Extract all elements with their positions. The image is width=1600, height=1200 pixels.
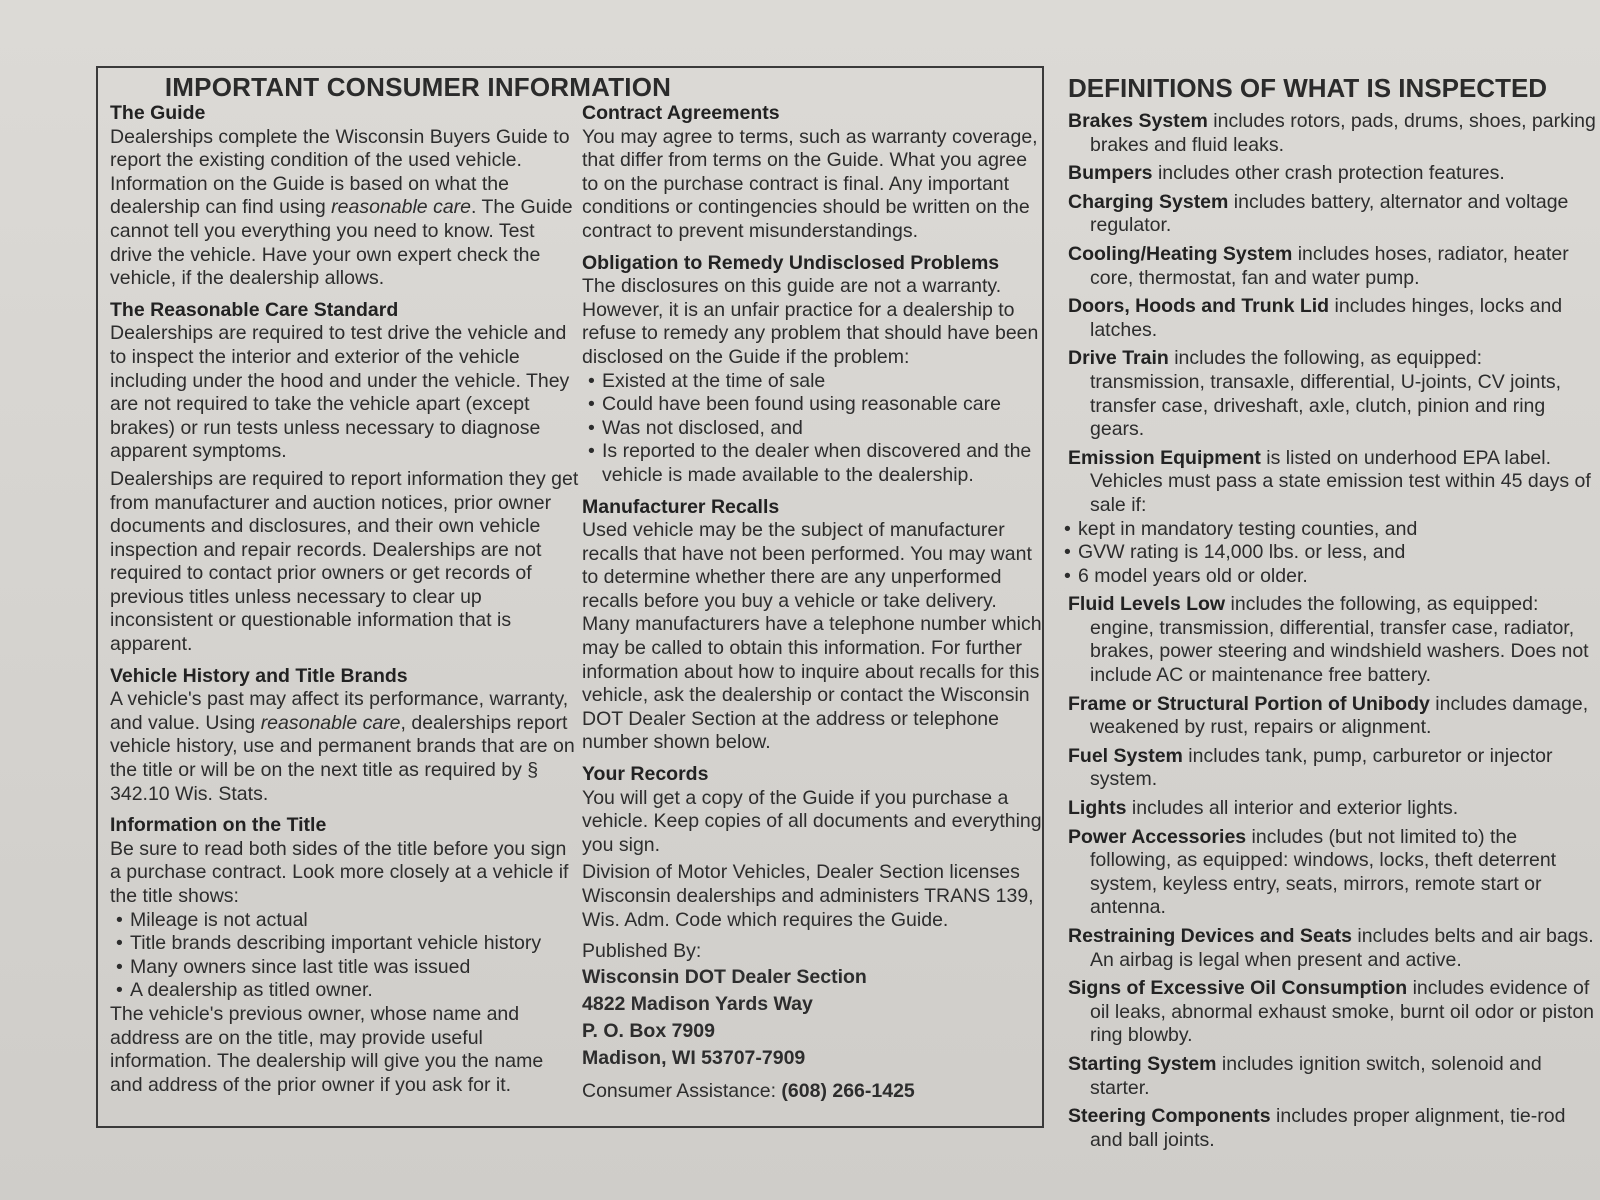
section-heading: Your Records <box>582 763 709 786</box>
definition-item: Cooling/Heating System includes hoses, radiator, heater core, thermostat, fan and water pump. <box>1068 242 1569 289</box>
list-item: • 6 model years old or older. <box>1100 565 1598 589</box>
published-by-label: Published By: <box>582 940 702 963</box>
middle-column <box>582 102 1042 1103</box>
list-item: • Title brands describing important vehicle history <box>130 932 580 956</box>
section-paragraph: Used vehicle may be the subject of manufacturer recalls that have not been performed. You may want to determine whether there are any unperformed recalls before you buy a vehicle or take delivery. Many manufacturers have a telephone number which may be called to obtain this information. For further information about how to inquire about recalls for this vehicle, ask the dealership or contact the Wisconsin DOT Dealer Section at the address or telephone number shown below. <box>582 519 1042 754</box>
definition-item: Frame or Structural Portion of Unibody includes damage, weakened by rust, repairs or alignment. <box>1068 692 1589 739</box>
definition-item: Lights includes all interior and exterior lights. <box>1068 797 1459 820</box>
bullet-list <box>582 370 1042 488</box>
section-heading: The Reasonable Care Standard <box>110 298 399 321</box>
section-paragraph: The vehicle's previous owner, whose name and address are on the title, may provide useful information. The dealership will give you the name and address of the prior owner if you ask for it. <box>110 1002 544 1096</box>
definition-item: Brakes System includes rotors, pads, drums, shoes, parking brakes and fluid leaks. <box>1068 110 1596 156</box>
definition-item: Restraining Devices and Seats includes belts and air bags. An airbag is legal when present and active. <box>1068 925 1594 971</box>
list-item: • Is reported to the dealer when discovered and the vehicle is made available to the dealership. <box>602 440 1042 487</box>
section-paragraph: Be sure to read both sides of the title before you sign a purchase contract. Look more closely at a vehicle if the title shows: <box>110 837 569 907</box>
consumer-information-box <box>96 66 1044 1128</box>
list-item: • Existed at the time of sale <box>602 370 1042 394</box>
list-item: • GVW rating is 14,000 lbs. or less, and <box>1100 541 1598 565</box>
section-heading: Contract Agreements <box>582 102 780 124</box>
section-paragraph: Dealerships are required to report information they get from manufacturer and auction notices, prior owner documents and disclosures, and their own vehicle inspection and repair records. Dealerships are not required to contact prior owners or get records of previous titles unless necessary to clear up inconsistent or questionable information that is apparent. <box>110 467 579 656</box>
definitions-title: DEFINITIONS OF WHAT IS INSPECTED <box>1068 73 1548 103</box>
definition-item: Steering Components includes proper alignment, tie-rod and ball joints. <box>1068 1105 1566 1151</box>
consumer-assistance-phone: (608) 266-1425 <box>781 1079 915 1102</box>
publisher-line: Madison, WI 53707-7909 <box>582 1046 806 1069</box>
list-item: • kept in mandatory testing counties, and <box>1100 518 1598 542</box>
section-heading: Manufacturer Recalls <box>582 495 780 518</box>
consumer-assistance <box>582 1080 1042 1104</box>
consumer-assistance-label: Consumer Assistance: <box>582 1079 782 1102</box>
definition-item: Signs of Excessive Oil Consumption includes evidence of oil leaks, abnormal exhaust smoke, burnt oil odor or piston ring blowby. <box>1068 977 1595 1047</box>
definition-item: Charging System includes battery, alternator and voltage regulator. <box>1068 190 1569 237</box>
left-column <box>110 102 580 1097</box>
definition-item: Bumpers includes other crash protection features. <box>1068 162 1505 185</box>
section-paragraph: Division of Motor Vehicles, Dealer Section licenses Wisconsin dealerships and administers TRANS 139, Wis. Adm. Code which requires the Guide. <box>582 861 1034 931</box>
publisher-line: Wisconsin DOT Dealer Section <box>582 965 867 988</box>
published-by <box>582 940 1042 1072</box>
section-paragraph: You will get a copy of the Guide if you purchase a vehicle. Keep copies of all documents and everything you sign. <box>582 786 1042 856</box>
bullet-list <box>110 909 580 1003</box>
section-heading: The Guide <box>110 102 206 124</box>
box-title: IMPORTANT CONSUMER INFORMATION <box>164 72 672 102</box>
section-paragraph: You may agree to terms, such as warranty coverage, that differ from terms on the Guide. What you agree to on the purchase contract is final. Any important conditions or contingencies should be written on the contract to prevent misunderstandings. <box>582 125 1038 242</box>
list-item: • Many owners since last title was issued <box>130 956 580 980</box>
publisher-line: P. O. Box 7909 <box>582 1019 715 1042</box>
section-paragraph: Dealerships complete the Wisconsin Buyers Guide to report the existing condition of the used vehicle. Information on the Guide is based on what the dealership can find using reasonable care. The Guide cannot tell you everything you need to know. Test drive the vehicle. Have your own expert check the vehicle, if the dealership allows. <box>110 125 573 290</box>
definition-item: Starting System includes ignition switch, solenoid and starter. <box>1068 1052 1542 1099</box>
list-item: • A dealership as titled owner. <box>130 979 580 1003</box>
bullet-list <box>1078 517 1598 589</box>
section-heading: Obligation to Remedy Undisclosed Problems <box>582 251 1000 274</box>
definition-item: Fluid Levels Low includes the following, as equipped: engine, transmission, differential, transfer case, radiator, brakes, power steering and windshield washers. Does not include AC or maintenance free battery. <box>1068 593 1589 687</box>
definition-item: Drive Train includes the following, as equipped: transmission, transaxle, differential, U-joints, CV joints, transfer case, driveshaft, axle, clutch, pinion and ring gears. <box>1068 347 1562 441</box>
section-heading: Information on the Title <box>110 814 327 837</box>
definition-item: Power Accessories includes (but not limited to) the following, as equipped: windows, locks, theft deterrent system, keyless entry, seats, mirrors, remote start or antenna. <box>1068 825 1557 919</box>
section-heading: Vehicle History and Title Brands <box>110 664 408 687</box>
definition-item: Doors, Hoods and Trunk Lid includes hinges, locks and latches. <box>1068 295 1563 341</box>
section-paragraph: Dealerships are required to test drive the vehicle and to inspect the interior and exterior of the vehicle including under the hood and under the vehicle. They are not required to take the vehicle apart (except brakes) or run tests unless necessary to diagnose apparent symptoms. <box>110 322 570 463</box>
list-item: • Was not disclosed, and <box>602 417 1042 441</box>
definition-item: Fuel System includes tank, pump, carburetor or injector system. <box>1068 744 1553 791</box>
section-paragraph: A vehicle's past may affect its performance, warranty, and value. Using reasonable care, dealerships report vehicle history, use and permanent brands that are on the title or will be on the next title as required by § 342.10 Wis. Stats. <box>110 688 575 805</box>
definitions-column <box>1068 72 1598 1157</box>
definition-item: Emission Equipment is listed on underhood EPA label. Vehicles must pass a state emission test within 45 days of sale if: • kept in mandatory testing counties, and • GVW rating is 14,000 lbs. or less, and • 6 model years old or older. <box>1068 447 1598 589</box>
list-item: • Mileage is not actual <box>130 909 580 933</box>
list-item: • Could have been found using reasonable care <box>602 393 1042 417</box>
publisher-line: 4822 Madison Yards Way <box>582 992 813 1015</box>
section-paragraph: The disclosures on this guide are not a warranty. However, it is an unfair practice for a dealership to refuse to remedy any problem that should have been disclosed on the Guide if the problem: <box>582 275 1039 368</box>
